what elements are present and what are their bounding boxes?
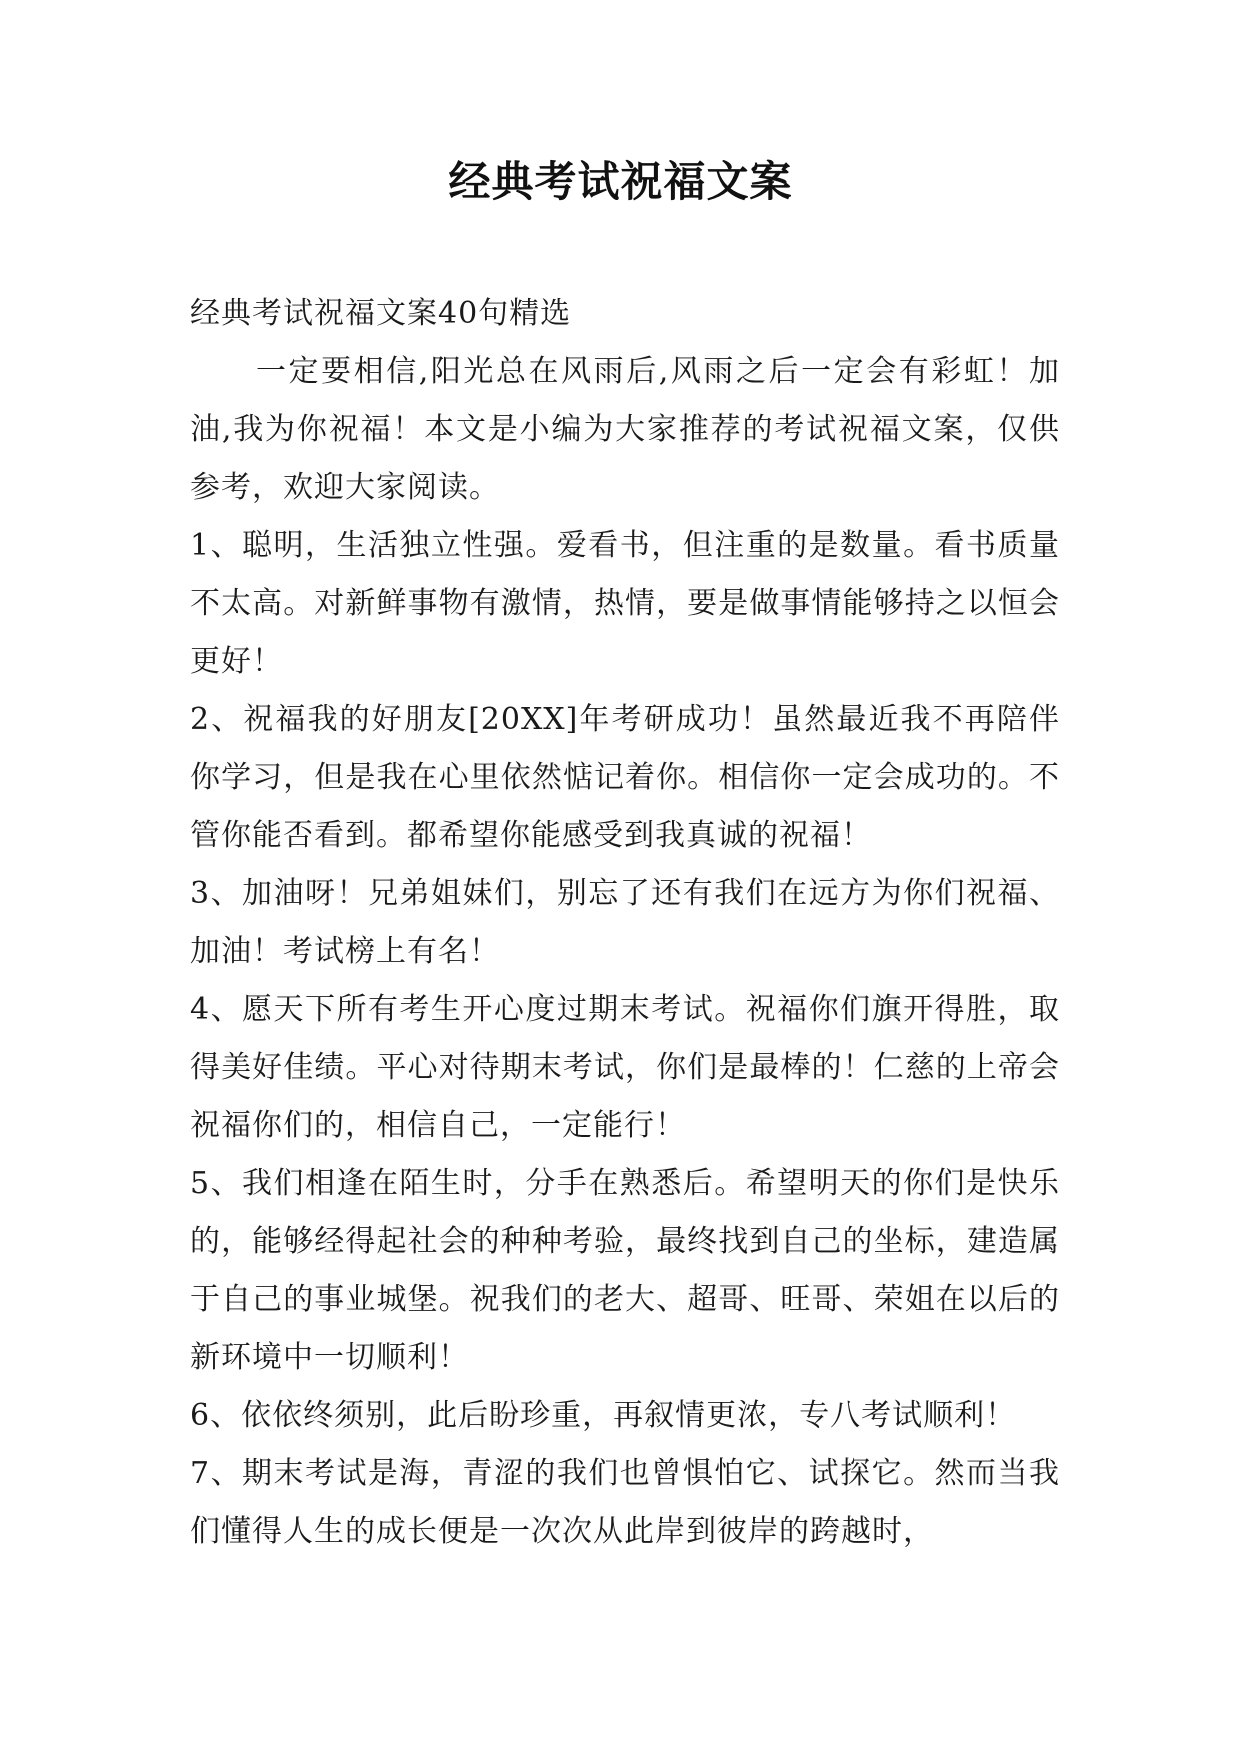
list-item-6: 6、依依终须别，此后盼珍重，再叙情更浓，专八考试顺利！ (190, 1398, 1017, 1433)
list-item-1: 1、聪明，生活独立性强。爱看书，但注重的是数量。看书质量不太高。对新鲜事物有激情，热情，要是做事情能够持之以恒会更好！ (190, 528, 1060, 679)
list-item-4: 4、愿天下所有考生开心度过期末考试。祝福你们旗开得胜，取得美好佳绩。平心对待期末考试，你们是最棒的！仁慈的上帝会祝福你们的，相信自己，一定能行！ (190, 992, 1060, 1143)
list-item-3: 3、加油呀！兄弟姐妹们，别忘了还有我们在远方为你们祝福、加油！考试榜上有名！ (190, 876, 1060, 969)
list-item-5: 5、我们相逢在陌生时，分手在熟悉后。希望明天的你们是快乐的，能够经得起社会的种种考验，最终找到自己的坐标，建造属于自己的事业城堡。祝我们的老大、超哥、旺哥、荣姐在以后的新环境中一切顺利！ (190, 1166, 1060, 1375)
document-subtitle: 经典考试祝福文案40句精选 (190, 296, 572, 331)
list-item-2: 2、祝福我的好朋友[20XX]年考研成功！虽然最近我不再陪伴你学习，但是我在心里依然惦记着你。相信你一定会成功的。不管你能否看到。都希望你能感受到我真诚的祝福！ (190, 702, 1060, 853)
intro-paragraph: 一定要相信,阳光总在风雨后,风雨之后一定会有彩虹！加油,我为你祝福！本文是小编为大家推荐的考试祝福文案，仅供参考，欢迎大家阅读。 (190, 354, 1060, 505)
document-body (190, 285, 1060, 1561)
document-title: 经典考试祝福文案 (448, 157, 793, 206)
list-item-7: 7、期末考试是海，青涩的我们也曾惧怕它、试探它。然而当我们懂得人生的成长便是一次次从此岸到彼岸的跨越时， (190, 1456, 1060, 1549)
